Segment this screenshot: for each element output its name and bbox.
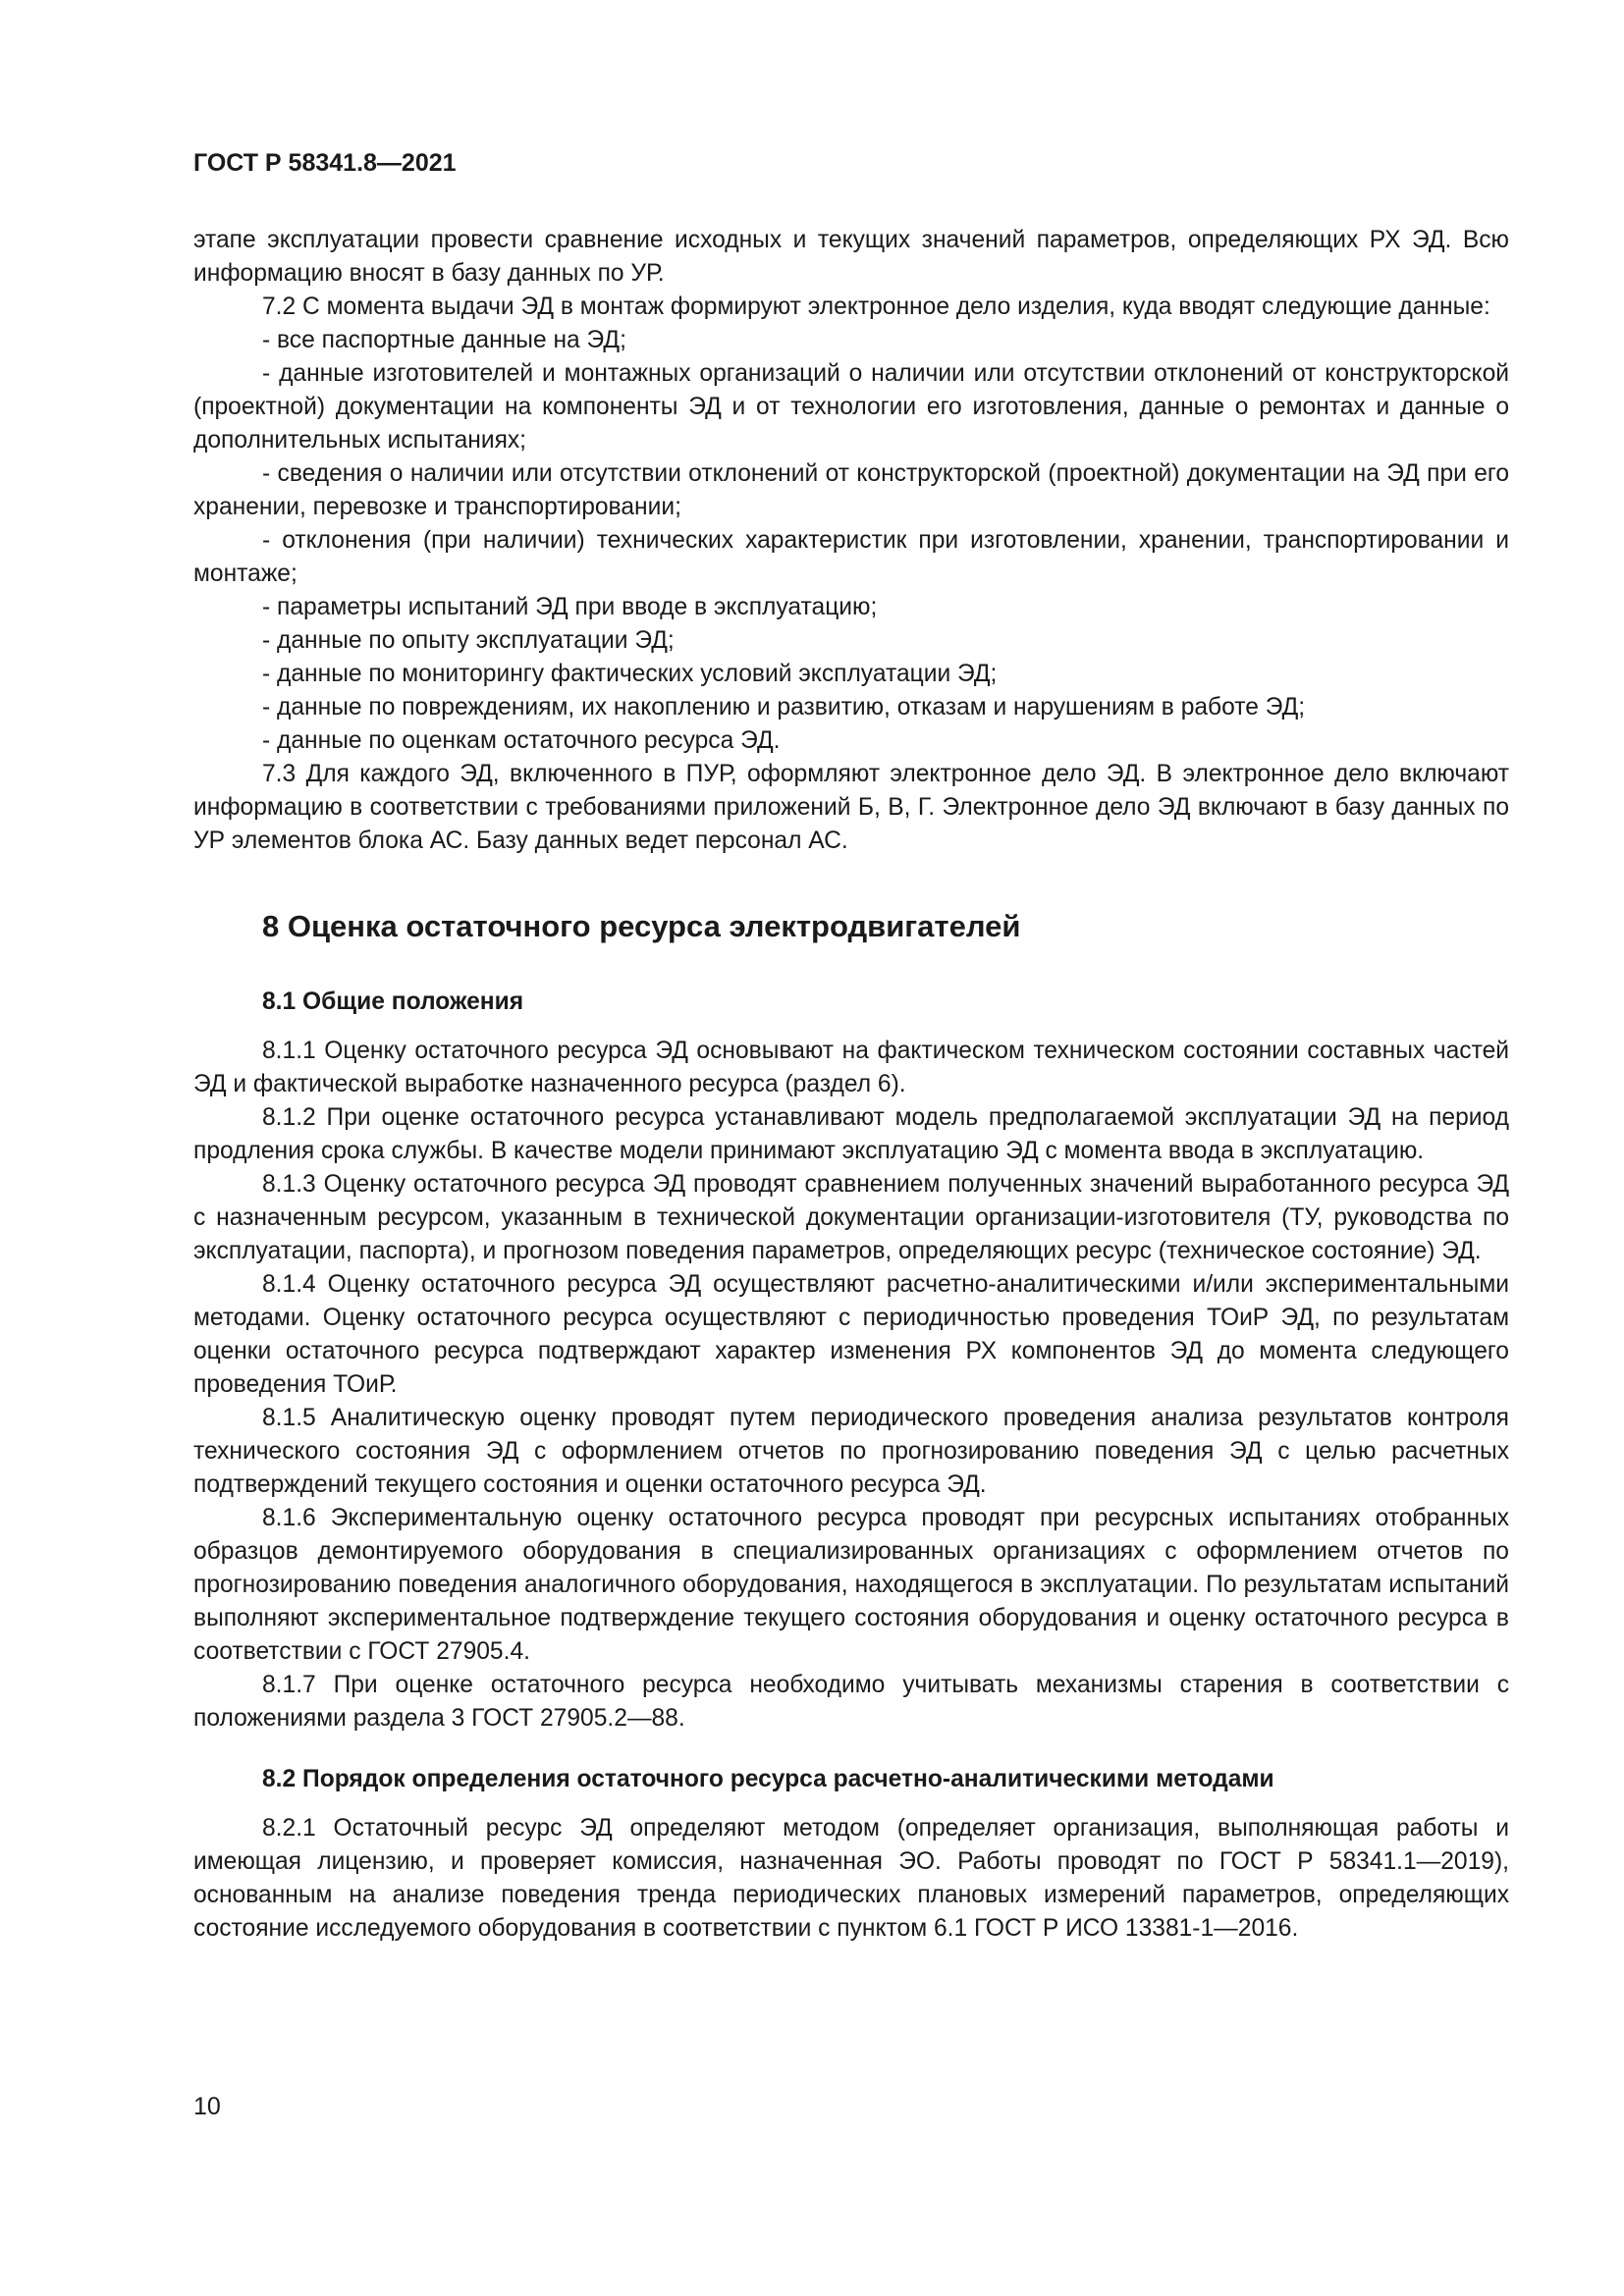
section-8-title: 8 Оценка остаточного ресурса электродвигателей [262, 909, 1021, 943]
paragraph-8-1-5: 8.1.5 Аналитическую оценку проводят путем периодического проведения анализа результатов контроля технического состояния ЭД с оформлением отчетов по прогнозированию поведения ЭД с целью расчетных подтверждений текущего состояния и оценки остаточного ресурса ЭД. [193, 1405, 1509, 1498]
paragraph-7-2: 7.2 С момента выдачи ЭД в монтаж формируют электронное дело изделия, куда вводят следующие данные: [262, 294, 1490, 320]
paragraph-8-1-7: 8.1.7 При оценке остаточного ресурса необходимо учитывать механизмы старения в соответствии с положениями раздела 3 ГОСТ 27905.2—88. [193, 1672, 1509, 1732]
list-item: - параметры испытаний ЭД при вводе в эксплуатацию; [262, 594, 878, 620]
subsection-8-2-title: 8.2 Порядок определения остаточного ресурса расчетно-аналитическими методами [262, 1766, 1274, 1792]
paragraph-8-1-2: 8.1.2 При оценке остаточного ресурса устанавливают модель предполагаемой эксплуатации ЭД на период продления срока службы. В качестве модели принимают эксплуатацию ЭД с момента ввода в эксплуатацию. [193, 1104, 1509, 1164]
list-item: - отклонения (при наличии) технических характеристик при изготовлении, хранении, транспортировании и монтаже; [193, 527, 1509, 587]
paragraph-8-1-1: 8.1.1 Оценку остаточного ресурса ЭД основывают на фактическом техническом состоянии составных частей ЭД и фактической выработке назначенного ресурса (раздел 6). [193, 1038, 1509, 1097]
document-code-header: ГОСТ Р 58341.8—2021 [193, 149, 457, 177]
list-item: - данные по повреждениям, их накоплению и развитию, отказам и нарушениям в работе ЭД; [262, 694, 1306, 721]
page-number: 10 [193, 2093, 221, 2120]
paragraph-continuation: этапе эксплуатации провести сравнение исходных и текущих значений параметров, определяющих РХ ЭД. Всю информацию вносят в базу данных по УР. [193, 227, 1509, 287]
paragraph-8-2-1: 8.2.1 Остаточный ресурс ЭД определяют методом (определяет организация, выполняющая работы и имеющая лицензию, и проверяет комиссия, назначенная ЭО. Работы проводят по ГОСТ Р 58341.1—2019), основанным на анализе поведения тренда периодических плановых измерений параметров, определяющих состояние исследуемого оборудования в соответствии с пунктом 6.1 ГОСТ Р ИСО 13381-1—2016. [193, 1815, 1509, 1942]
subsection-8-1-title: 8.1 Общие положения [262, 988, 524, 1015]
paragraph-8-1-6: 8.1.6 Экспериментальную оценку остаточного ресурса проводят при ресурсных испытаниях отобранных образцов демонтируемого оборудования в специализированных организациях с оформлением отчетов по прогнозированию поведения аналогичного оборудования, находящегося в эксплуатации. По результатам испытаний выполняют экспериментальное подтверждение текущего состояния оборудования и оценку остаточного ресурса в соответствии с ГОСТ 27905.4. [193, 1505, 1509, 1665]
list-item: - данные по опыту эксплуатации ЭД; [262, 627, 675, 654]
list-item: - данные изготовителей и монтажных организаций о наличии или отсутствии отклонений от конструкторской (проектной) документации на компоненты ЭД и от технологии его изготовления, данные о ремонтах и данные о дополнительных испытаниях; [193, 360, 1509, 454]
list-item: - данные по мониторингу фактических условий эксплуатации ЭД; [262, 661, 998, 687]
document-body [193, 224, 1509, 1946]
paragraph-8-1-4: 8.1.4 Оценку остаточного ресурса ЭД осуществляют расчетно-аналитическими и/или экспериментальными методами. Оценку остаточного ресурса осуществляют с периодичностью проведения ТОиР ЭД, по результатам оценки остаточного ресурса подтверждают характер изменения РХ компонентов ЭД до момента следующего проведения ТОиР. [193, 1271, 1509, 1398]
list-item: - сведения о наличии или отсутствии отклонений от конструкторской (проектной) документации на ЭД при его хранении, перевозке и транспортировании; [193, 460, 1509, 520]
paragraph-8-1-3: 8.1.3 Оценку остаточного ресурса ЭД проводят сравнением полученных значений выработанного ресурса ЭД с назначенным ресурсом, указанным в технической документации организации-изготовителя (ТУ, руководства по эксплуатации, паспорта), и прогнозом поведения параметров, определяющих ресурс (техническое состояние) ЭД. [193, 1171, 1509, 1264]
list-item: - данные по оценкам остаточного ресурса ЭД. [262, 727, 781, 754]
paragraph-7-3: 7.3 Для каждого ЭД, включенного в ПУР, оформляют электронное дело ЭД. В электронное дело включают информацию в соответствии с требованиями приложений Б, В, Г. Электронное дело ЭД включают в базу данных по УР элементов блока АС. Базу данных ведет персонал АС. [193, 761, 1509, 854]
list-item: - все паспортные данные на ЭД; [262, 327, 626, 353]
